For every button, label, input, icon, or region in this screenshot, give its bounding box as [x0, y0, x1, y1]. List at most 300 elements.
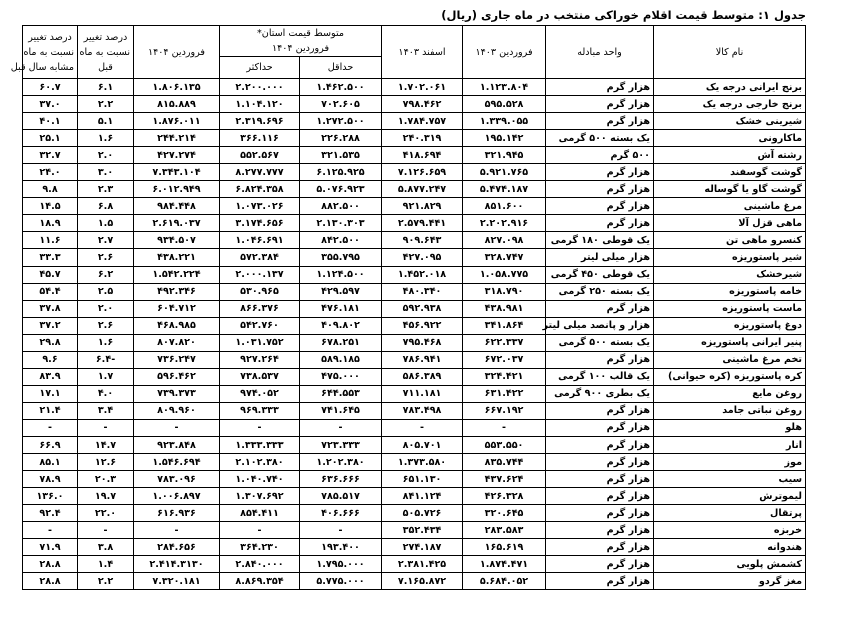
- cell-item-name: روغن نباتی جامد: [654, 402, 806, 419]
- cell-farvardin-1403: ۵.۹۲۱.۷۶۵: [463, 164, 546, 181]
- cell-change-month: ۶.۸: [78, 198, 134, 215]
- cell-farvardin-1404: ۴۶۸.۹۸۵: [134, 317, 220, 334]
- header-change-month-line2: نسبت به ماه: [79, 46, 130, 58]
- cell-farvardin-1404: ۸۰۹.۹۶۰: [134, 402, 220, 419]
- cell-change-month: ۶.۱: [78, 79, 134, 96]
- cell-item-name: روغن مایع: [654, 385, 806, 402]
- cell-item-name: خربزه: [654, 522, 806, 539]
- cell-change-year: ۷۱.۹: [23, 539, 78, 556]
- cell-change-year: ۲۱.۴: [23, 402, 78, 419]
- cell-change-year: ۱۷.۱: [23, 385, 78, 402]
- cell-change-year: ۱۳۶.۰: [23, 488, 78, 505]
- cell-max-price: ۹۶۹.۳۳۳: [220, 402, 300, 419]
- cell-unit: هزار گرم: [546, 556, 654, 573]
- table-row: [23, 334, 806, 351]
- cell-unit: هزار و پانصد میلی لیتر: [546, 317, 654, 334]
- cell-esfand-1403: ۹۰۹.۶۴۳: [382, 232, 463, 249]
- cell-farvardin-1404: ۱.۸۷۶.۰۱۱: [134, 113, 220, 130]
- cell-item-name: شیرینی خشک: [654, 113, 806, 130]
- cell-change-month: ۴.۰: [78, 385, 134, 402]
- cell-farvardin-1403: ۶۲۲.۳۳۷: [463, 334, 546, 351]
- cell-farvardin-1403: ۴۳۷.۶۲۴: [463, 471, 546, 488]
- cell-change-year: ۳۳.۳: [23, 249, 78, 266]
- header-item: نام کالا: [654, 26, 806, 79]
- table-row: [23, 419, 806, 436]
- table-row: [23, 454, 806, 471]
- table-row: [23, 300, 806, 317]
- cell-item-name: مرغ ماشینی: [654, 198, 806, 215]
- cell-max-price: ۱.۳۰۷.۶۹۲: [220, 488, 300, 505]
- cell-item-name: کنسرو ماهی تن: [654, 232, 806, 249]
- cell-esfand-1403: ۴۲۷.۰۹۵: [382, 249, 463, 266]
- cell-farvardin-1403: ۳۲۸.۷۴۷: [463, 249, 546, 266]
- cell-esfand-1403: ۹۲۱.۸۲۹: [382, 198, 463, 215]
- cell-item-name: رشته آش: [654, 147, 806, 164]
- cell-max-price: ۳.۱۷۴.۶۵۶: [220, 215, 300, 232]
- cell-max-price: ۲.۱۰۲.۳۸۰: [220, 454, 300, 471]
- cell-farvardin-1404: ۴۲۷.۲۷۴: [134, 147, 220, 164]
- cell-change-year: ۲۸.۸: [23, 573, 78, 590]
- cell-change-year: ۲۹.۸: [23, 334, 78, 351]
- cell-change-year: ۹۲.۴: [23, 505, 78, 522]
- cell-unit: یک قوطی ۱۸۰ گرمی: [546, 232, 654, 249]
- header-farvardin-1404: فروردین ۱۴۰۴: [134, 26, 220, 79]
- cell-item-name: پرتقال: [654, 505, 806, 522]
- cell-farvardin-1403: ۳۲۰.۶۴۵: [463, 505, 546, 522]
- table-row: [23, 266, 806, 283]
- cell-max-price: ۹۲۷.۲۶۴: [220, 351, 300, 368]
- cell-min-price: ۵.۷۷۵.۰۰۰: [300, 573, 382, 590]
- cell-farvardin-1403: ۳۲۴.۴۲۱: [463, 368, 546, 385]
- cell-esfand-1403: ۱.۷۸۴.۷۵۷: [382, 113, 463, 130]
- cell-change-year: ۹.۶: [23, 351, 78, 368]
- cell-esfand-1403: ۵۰۵.۷۲۶: [382, 505, 463, 522]
- table-row: [23, 539, 806, 556]
- cell-esfand-1403: ۴۵۶.۹۲۲: [382, 317, 463, 334]
- cell-item-name: برنج خارجی درجه یک: [654, 96, 806, 113]
- cell-change-month: ۲.۰: [78, 147, 134, 164]
- cell-change-month: -۶.۴: [78, 351, 134, 368]
- cell-change-month: -: [78, 522, 134, 539]
- cell-change-month: ۵.۱: [78, 113, 134, 130]
- cell-farvardin-1404: ۷.۳۲۰.۱۸۱: [134, 573, 220, 590]
- cell-change-month: ۱۴.۷: [78, 436, 134, 453]
- cell-max-price: -: [220, 419, 300, 436]
- cell-esfand-1403: ۵۹۲.۹۳۸: [382, 300, 463, 317]
- header-change-month-line1: درصد تغییر: [83, 31, 128, 43]
- cell-unit: هزار گرم: [546, 505, 654, 522]
- cell-change-month: ۶.۲: [78, 266, 134, 283]
- cell-esfand-1403: ۷۸۳.۴۹۸: [382, 402, 463, 419]
- cell-farvardin-1403: ۱۶۵.۶۱۹: [463, 539, 546, 556]
- cell-esfand-1403: ۴۱۸.۶۹۴: [382, 147, 463, 164]
- cell-min-price: ۲.۱۳۰.۳۰۳: [300, 215, 382, 232]
- cell-max-price: ۳۶۶.۱۱۶: [220, 130, 300, 147]
- cell-unit: هزار گرم: [546, 198, 654, 215]
- cell-min-price: ۷۰۲.۶۰۵: [300, 96, 382, 113]
- cell-max-price: ۲.۰۰۰.۱۳۷: [220, 266, 300, 283]
- header-change-month: [78, 26, 134, 79]
- cell-farvardin-1403: ۵.۶۸۴.۰۵۲: [463, 573, 546, 590]
- cell-change-month: ۳.۸: [78, 539, 134, 556]
- cell-unit: هزار گرم: [546, 539, 654, 556]
- cell-min-price: ۴۲۹.۵۹۷: [300, 283, 382, 300]
- cell-farvardin-1404: -: [134, 419, 220, 436]
- cell-change-month: ۲.۶: [78, 249, 134, 266]
- cell-change-month: ۱.۵: [78, 215, 134, 232]
- cell-item-name: برنج ایرانی درجه یک: [654, 79, 806, 96]
- cell-change-year: ۴۰.۱: [23, 113, 78, 130]
- cell-max-price: ۷۳۸.۵۳۷: [220, 368, 300, 385]
- cell-min-price: ۳۵۵.۷۹۵: [300, 249, 382, 266]
- header-max: حداکثر: [220, 57, 300, 79]
- cell-farvardin-1403: ۳۴۱.۸۶۴: [463, 317, 546, 334]
- cell-max-price: ۵۵۲.۵۶۷: [220, 147, 300, 164]
- table-title: جدول ۱: متوسط قیمت اقلام خوراکی منتخب در ماه جاری (ریال): [441, 8, 806, 22]
- cell-farvardin-1404: ۱.۸۰۶.۱۳۵: [134, 79, 220, 96]
- table-row: [23, 368, 806, 385]
- cell-item-name: ماکارونی: [654, 130, 806, 147]
- header-change-year-line1: درصد تغییر: [28, 31, 72, 43]
- cell-min-price: ۶۴۴.۵۵۳: [300, 385, 382, 402]
- cell-esfand-1403: ۷۹۸.۴۶۲: [382, 96, 463, 113]
- header-farvardin-1403: فروردین ۱۴۰۳: [463, 26, 546, 79]
- cell-change-month: ۲.۰: [78, 300, 134, 317]
- cell-farvardin-1403: ۵۹۵.۵۲۸: [463, 96, 546, 113]
- cell-farvardin-1403: ۱۹۵.۱۴۲: [463, 130, 546, 147]
- cell-item-name: دوغ پاستوریزه: [654, 317, 806, 334]
- cell-farvardin-1403: ۱.۳۳۹.۰۵۵: [463, 113, 546, 130]
- cell-esfand-1403: ۱.۳۷۳.۵۸۰: [382, 454, 463, 471]
- cell-max-price: ۸.۸۶۹.۳۵۴: [220, 573, 300, 590]
- cell-change-month: ۲.۳: [78, 181, 134, 198]
- cell-min-price: -: [300, 419, 382, 436]
- cell-min-price: ۴۰۹.۸۰۲: [300, 317, 382, 334]
- cell-farvardin-1404: ۹۸۴.۴۴۸: [134, 198, 220, 215]
- cell-change-month: ۲.۲: [78, 96, 134, 113]
- cell-max-price: ۲.۸۴۰.۰۰۰: [220, 556, 300, 573]
- cell-farvardin-1403: ۱.۰۵۸.۷۷۵: [463, 266, 546, 283]
- header-province-average-line2: فروردین ۱۴۰۴: [271, 43, 330, 54]
- table-row: [23, 317, 806, 334]
- cell-unit: یک قالب ۱۰۰ گرمی: [546, 368, 654, 385]
- cell-change-month: ۲.۶: [78, 317, 134, 334]
- table-row: [23, 96, 806, 113]
- cell-farvardin-1404: ۷۳۹.۳۷۳: [134, 385, 220, 402]
- cell-farvardin-1404: ۲۸۴.۶۵۶: [134, 539, 220, 556]
- cell-item-name: هلو: [654, 419, 806, 436]
- table-row: [23, 232, 806, 249]
- cell-min-price: ۵۸۹.۱۸۵: [300, 351, 382, 368]
- cell-unit: یک بسته ۵۰۰ گرمی: [546, 334, 654, 351]
- table-body: [23, 79, 806, 590]
- cell-change-year: ۱۱.۶: [23, 232, 78, 249]
- cell-farvardin-1403: ۴۲۶.۳۲۸: [463, 488, 546, 505]
- cell-farvardin-1404: ۴۹۲.۳۴۶: [134, 283, 220, 300]
- cell-max-price: ۲.۲۰۰.۰۰۰: [220, 79, 300, 96]
- cell-change-month: ۱۲.۶: [78, 454, 134, 471]
- cell-unit: هزار گرم: [546, 96, 654, 113]
- cell-min-price: ۱.۷۹۵.۰۰۰: [300, 556, 382, 573]
- cell-item-name: سیب: [654, 471, 806, 488]
- cell-farvardin-1403: ۸۲۷.۰۹۸: [463, 232, 546, 249]
- cell-change-month: ۱.۶: [78, 334, 134, 351]
- cell-unit: هزار گرم: [546, 402, 654, 419]
- cell-min-price: ۱.۲۷۲.۵۰۰: [300, 113, 382, 130]
- cell-farvardin-1403: ۵.۴۷۴.۱۸۷: [463, 181, 546, 198]
- cell-farvardin-1404: ۶۰۴.۷۱۲: [134, 300, 220, 317]
- cell-item-name: تخم مرغ ماشینی: [654, 351, 806, 368]
- cell-esfand-1403: ۷۹۵.۴۶۸: [382, 334, 463, 351]
- cell-esfand-1403: ۱.۷۰۲.۰۶۱: [382, 79, 463, 96]
- cell-max-price: ۱.۰۷۳.۰۲۶: [220, 198, 300, 215]
- cell-item-name: شیر پاستوریزه: [654, 249, 806, 266]
- cell-esfand-1403: ۵.۸۷۷.۲۴۷: [382, 181, 463, 198]
- cell-unit: هزار گرم: [546, 488, 654, 505]
- table-row: [23, 488, 806, 505]
- cell-change-month: ۲۲.۰: [78, 505, 134, 522]
- cell-farvardin-1404: ۸۱۵.۸۸۹: [134, 96, 220, 113]
- cell-esfand-1403: ۷.۱۲۶.۶۵۹: [382, 164, 463, 181]
- table-row: [23, 113, 806, 130]
- header-province-average-line1: متوسط قیمت استان*: [256, 28, 345, 39]
- cell-farvardin-1404: ۷۸۳.۰۹۶: [134, 471, 220, 488]
- cell-item-name: هندوانه: [654, 539, 806, 556]
- cell-unit: یک قوطی ۴۵۰ گرمی: [546, 266, 654, 283]
- cell-farvardin-1404: ۶۱۶.۹۳۶: [134, 505, 220, 522]
- cell-max-price: ۸.۲۷۷.۷۷۷: [220, 164, 300, 181]
- cell-min-price: ۷۸۵.۵۱۷: [300, 488, 382, 505]
- cell-min-price: ۷۴۱.۶۴۵: [300, 402, 382, 419]
- table-row: [23, 471, 806, 488]
- cell-change-month: ۱.۶: [78, 130, 134, 147]
- cell-max-price: ۱.۳۳۳.۳۳۳: [220, 436, 300, 453]
- cell-unit: یک بطری ۹۰۰ گرمی: [546, 385, 654, 402]
- cell-max-price: ۳۶۴.۲۳۰: [220, 539, 300, 556]
- cell-esfand-1403: ۲۴۰.۳۱۹: [382, 130, 463, 147]
- header-unit: واحد مبادله: [546, 26, 654, 79]
- header-min: حداقل: [300, 57, 382, 79]
- cell-change-year: ۸۵.۱: [23, 454, 78, 471]
- cell-change-year: ۱۴.۵: [23, 198, 78, 215]
- cell-max-price: ۱.۱۰۴.۱۲۰: [220, 96, 300, 113]
- price-table: [10, 25, 806, 590]
- cell-item-name: ماست پاستوریزه: [654, 300, 806, 317]
- cell-unit: هزار گرم: [546, 454, 654, 471]
- table-row: [23, 573, 806, 590]
- cell-unit: یک بسته ۵۰۰ گرمی: [546, 130, 654, 147]
- cell-farvardin-1404: ۲۴۴.۲۱۴: [134, 130, 220, 147]
- cell-farvardin-1404: -: [134, 522, 220, 539]
- cell-min-price: ۶۳۶.۶۶۶: [300, 471, 382, 488]
- cell-max-price: ۱.۰۳۱.۷۵۲: [220, 334, 300, 351]
- cell-min-price: ۳۲۱.۵۳۵: [300, 147, 382, 164]
- cell-change-year: ۵۴.۴: [23, 283, 78, 300]
- cell-min-price: ۲۲۶.۲۸۸: [300, 130, 382, 147]
- cell-farvardin-1403: ۶۶۷.۱۹۲: [463, 402, 546, 419]
- cell-esfand-1403: ۳۵۲.۴۳۴: [382, 522, 463, 539]
- table-row: [23, 215, 806, 232]
- cell-farvardin-1403: ۱.۱۲۳.۸۰۴: [463, 79, 546, 96]
- cell-farvardin-1403: ۲۸۳.۵۸۳: [463, 522, 546, 539]
- table-row: [23, 556, 806, 573]
- cell-unit: هزار گرم: [546, 113, 654, 130]
- cell-change-year: ۴۵.۷: [23, 266, 78, 283]
- cell-change-year: ۳۷.۰: [23, 96, 78, 113]
- cell-farvardin-1404: ۲.۴۱۴.۳۱۳۰: [134, 556, 220, 573]
- cell-farvardin-1404: ۲.۶۱۹.۰۳۷: [134, 215, 220, 232]
- header-change-month-line3: قبل: [98, 61, 113, 73]
- cell-change-year: ۷۸.۹: [23, 471, 78, 488]
- cell-farvardin-1404: ۹۲۳.۸۴۸: [134, 436, 220, 453]
- cell-max-price: ۸۶۶.۳۷۶: [220, 300, 300, 317]
- cell-min-price: ۱۹۳.۴۰۰: [300, 539, 382, 556]
- cell-farvardin-1404: ۸۰۷.۸۲۰: [134, 334, 220, 351]
- cell-item-name: گوشت گوسفند: [654, 164, 806, 181]
- cell-item-name: کره پاستوریزه (کره حیوانی): [654, 368, 806, 385]
- cell-farvardin-1403: ۸۵۱.۶۰۰: [463, 198, 546, 215]
- cell-change-month: ۲.۷: [78, 232, 134, 249]
- cell-item-name: انار: [654, 436, 806, 453]
- cell-change-month: ۱.۷: [78, 368, 134, 385]
- cell-farvardin-1403: ۳۲۱.۹۴۵: [463, 147, 546, 164]
- cell-farvardin-1403: ۱.۸۷۴.۴۷۱: [463, 556, 546, 573]
- cell-change-year: ۶۶.۹: [23, 436, 78, 453]
- table-row: [23, 351, 806, 368]
- cell-max-price: ۲.۳۱۹.۶۹۶: [220, 113, 300, 130]
- cell-change-month: ۲.۲: [78, 573, 134, 590]
- cell-unit: هزار گرم: [546, 351, 654, 368]
- table-row: [23, 283, 806, 300]
- cell-farvardin-1404: ۷۳۶.۲۴۷: [134, 351, 220, 368]
- cell-unit: هزار گرم: [546, 300, 654, 317]
- cell-max-price: ۱.۰۴۰.۷۴۰: [220, 471, 300, 488]
- cell-min-price: ۸۸۲.۵۰۰: [300, 198, 382, 215]
- cell-farvardin-1404: ۱.۵۴۲.۲۲۴: [134, 266, 220, 283]
- cell-change-month: ۲۰.۳: [78, 471, 134, 488]
- cell-change-year: ۳۷.۲: [23, 317, 78, 334]
- table-row: [23, 79, 806, 96]
- cell-farvardin-1404: ۷.۳۴۳.۱۰۴: [134, 164, 220, 181]
- cell-change-month: ۱۹.۷: [78, 488, 134, 505]
- cell-min-price: ۸۴۲.۵۰۰: [300, 232, 382, 249]
- table-row: [23, 505, 806, 522]
- cell-unit: هزار گرم: [546, 436, 654, 453]
- cell-change-year: ۹.۸: [23, 181, 78, 198]
- cell-max-price: -: [220, 522, 300, 539]
- cell-item-name: مغز گردو: [654, 573, 806, 590]
- table-row: [23, 522, 806, 539]
- header-change-year-line2: نسبت به ماه: [23, 46, 74, 58]
- cell-esfand-1403: ۷.۱۶۵.۸۷۲: [382, 573, 463, 590]
- cell-farvardin-1403: ۶۷۲.۰۳۷: [463, 351, 546, 368]
- cell-max-price: ۵۴۲.۷۶۰: [220, 317, 300, 334]
- cell-esfand-1403: ۶۵۱.۱۳۰: [382, 471, 463, 488]
- cell-change-year: ۲۸.۸: [23, 556, 78, 573]
- cell-max-price: ۶.۸۲۴.۳۵۸: [220, 181, 300, 198]
- header-province-average: [220, 26, 382, 57]
- cell-unit: هزار گرم: [546, 164, 654, 181]
- cell-min-price: -: [300, 522, 382, 539]
- cell-change-year: ۸۳.۹: [23, 368, 78, 385]
- cell-farvardin-1403: ۸۳۵.۷۴۴: [463, 454, 546, 471]
- cell-item-name: موز: [654, 454, 806, 471]
- cell-unit: هزار گرم: [546, 419, 654, 436]
- cell-esfand-1403: -: [382, 419, 463, 436]
- cell-farvardin-1403: ۴۳۸.۹۸۱: [463, 300, 546, 317]
- cell-change-year: ۲۴.۰: [23, 164, 78, 181]
- table-row: [23, 147, 806, 164]
- cell-change-year: -: [23, 522, 78, 539]
- header-change-year-line3: مشابه سال قبل: [10, 61, 74, 73]
- cell-min-price: ۴۰۶.۶۶۶: [300, 505, 382, 522]
- cell-farvardin-1403: -: [463, 419, 546, 436]
- cell-unit: هزار گرم: [546, 471, 654, 488]
- cell-unit: هزار گرم: [546, 181, 654, 198]
- cell-max-price: ۵۷۲.۳۸۴: [220, 249, 300, 266]
- cell-min-price: ۵.۰۷۶.۹۲۳: [300, 181, 382, 198]
- cell-change-year: -: [23, 419, 78, 436]
- cell-change-month: -: [78, 419, 134, 436]
- cell-farvardin-1404: ۶.۰۱۲.۹۴۹: [134, 181, 220, 198]
- cell-farvardin-1403: ۵۵۳.۵۵۰: [463, 436, 546, 453]
- cell-unit: هزار گرم: [546, 79, 654, 96]
- cell-esfand-1403: ۵۸۶.۳۸۹: [382, 368, 463, 385]
- table-row: [23, 249, 806, 266]
- cell-farvardin-1404: ۴۳۸.۲۲۱: [134, 249, 220, 266]
- cell-min-price: ۱.۲۰۲.۳۸۰: [300, 454, 382, 471]
- cell-change-month: ۲.۵: [78, 283, 134, 300]
- cell-esfand-1403: ۱.۴۵۲.۰۱۸: [382, 266, 463, 283]
- cell-min-price: ۴۷۵.۰۰۰: [300, 368, 382, 385]
- cell-unit: هزار میلی لیتر: [546, 249, 654, 266]
- cell-unit: هزار گرم: [546, 573, 654, 590]
- cell-esfand-1403: ۸۰۵.۷۰۱: [382, 436, 463, 453]
- cell-min-price: ۶۷۸.۲۵۱: [300, 334, 382, 351]
- cell-min-price: ۷۲۳.۳۳۳: [300, 436, 382, 453]
- cell-esfand-1403: ۴۸۰.۳۴۰: [382, 283, 463, 300]
- table-row: [23, 402, 806, 419]
- cell-farvardin-1403: ۶۳۱.۴۲۲: [463, 385, 546, 402]
- cell-max-price: ۹۷۴.۰۵۲: [220, 385, 300, 402]
- cell-change-year: ۲۵.۱: [23, 130, 78, 147]
- cell-farvardin-1403: ۳۱۸.۷۹۰: [463, 283, 546, 300]
- cell-min-price: ۱.۱۲۴.۵۰۰: [300, 266, 382, 283]
- cell-min-price: ۱.۴۶۲.۵۰۰: [300, 79, 382, 96]
- header-change-year: [10, 26, 78, 79]
- cell-change-year: ۱۸.۹: [23, 215, 78, 232]
- cell-item-name: شیرخشک: [654, 266, 806, 283]
- cell-min-price: ۴۷۶.۱۸۱: [300, 300, 382, 317]
- cell-item-name: پنیر ایرانی پاستوریزه: [654, 334, 806, 351]
- cell-max-price: ۸۵۴.۴۱۱: [220, 505, 300, 522]
- table-row: [23, 436, 806, 453]
- cell-unit: هزار گرم: [546, 522, 654, 539]
- cell-farvardin-1404: ۵۹۶.۴۶۲: [134, 368, 220, 385]
- cell-farvardin-1404: ۱.۰۰۶.۸۹۷: [134, 488, 220, 505]
- cell-esfand-1403: ۷۱۱.۱۸۱: [382, 385, 463, 402]
- cell-unit: یک بسته ۲۵۰ گرمی: [546, 283, 654, 300]
- cell-change-month: ۳.۴: [78, 402, 134, 419]
- cell-item-name: گوشت گاو یا گوساله: [654, 181, 806, 198]
- cell-farvardin-1404: ۹۳۴.۵۰۷: [134, 232, 220, 249]
- cell-item-name: کشمش پلویی: [654, 556, 806, 573]
- table-row: [23, 198, 806, 215]
- table-row: [23, 130, 806, 147]
- cell-esfand-1403: ۲۷۴.۱۸۷: [382, 539, 463, 556]
- cell-unit: ۵۰۰ گرم: [546, 147, 654, 164]
- cell-max-price: ۱.۰۴۶.۶۹۱: [220, 232, 300, 249]
